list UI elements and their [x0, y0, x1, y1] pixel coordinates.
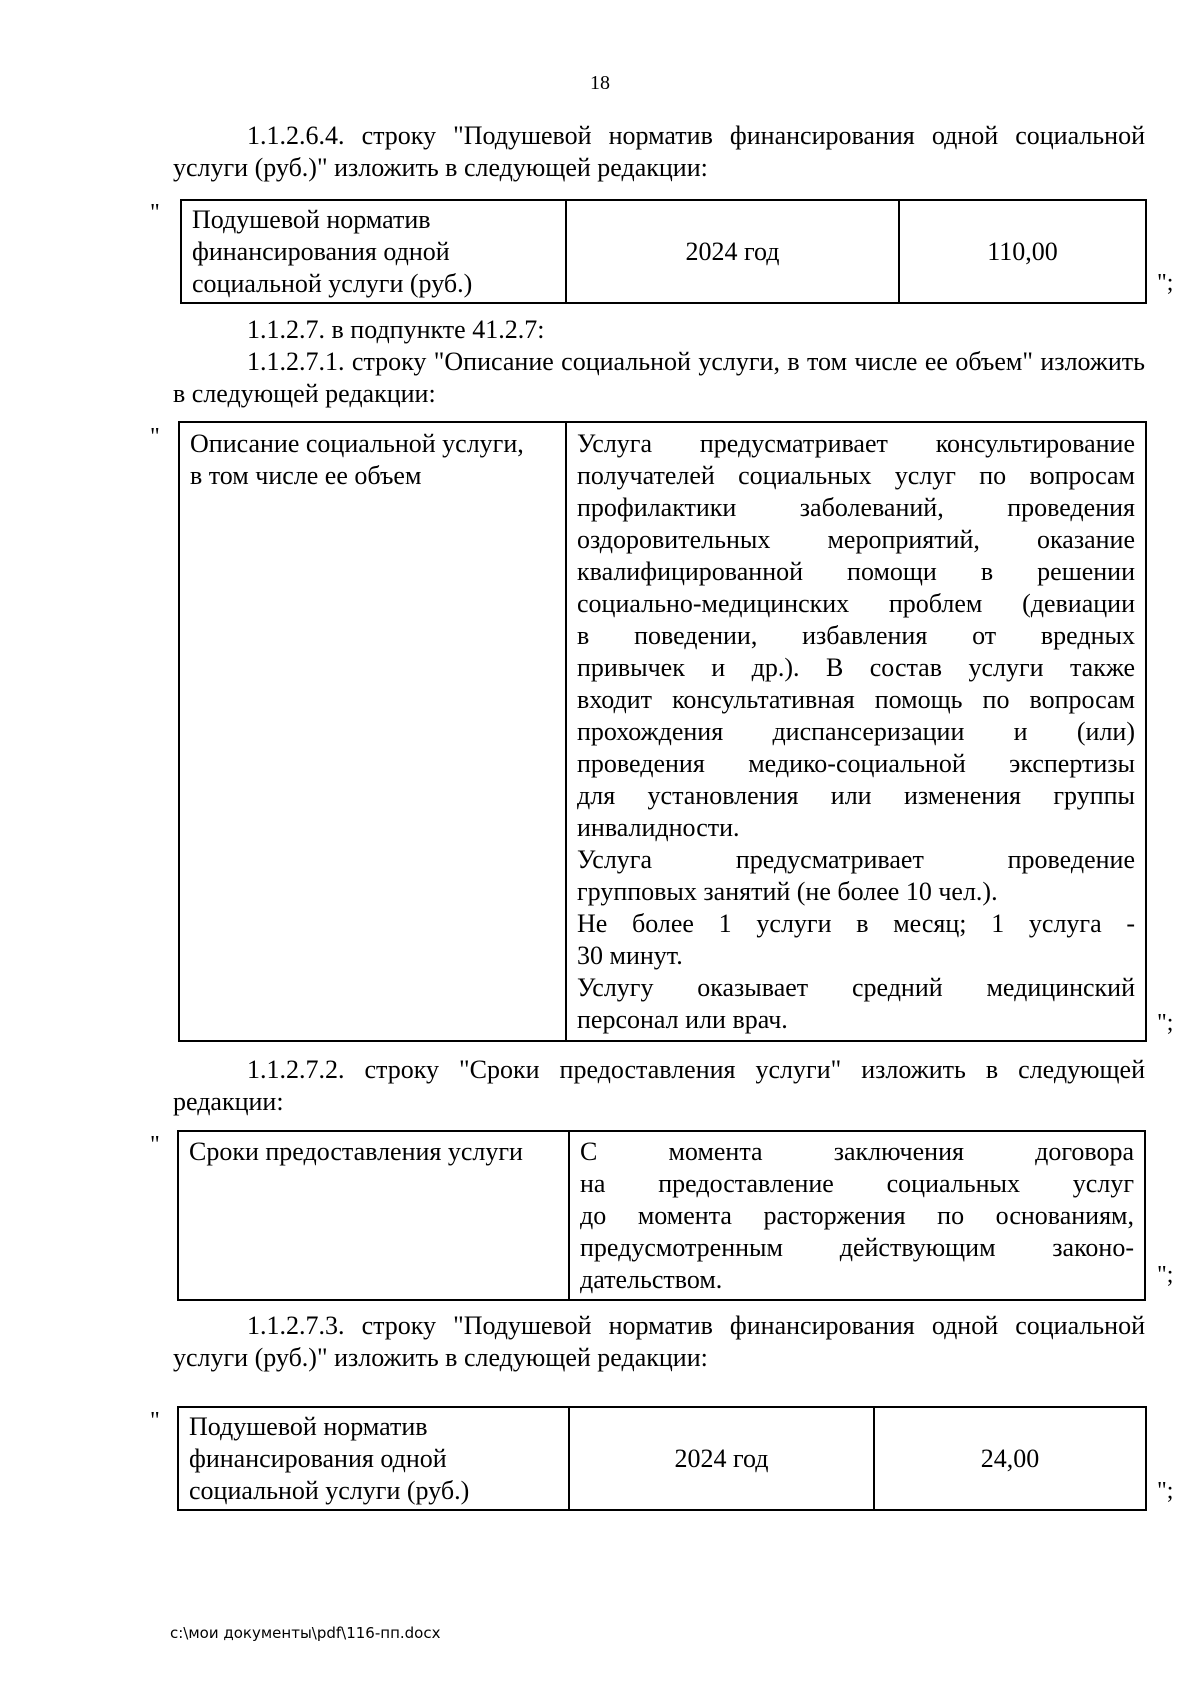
desc-line: оздоровительных мероприятий, оказание — [577, 525, 1135, 554]
desc-line: привычек и др.). В состав услуги также — [577, 653, 1135, 682]
paragraph-text: 1.1.2.7.3. строку "Подушевой норматив финансирования одной социальной услуги (руб.)" изложить в следующей редакции: — [173, 1311, 1145, 1372]
table-per-capita-2 — [177, 1406, 1147, 1511]
table-value-cell: 110,00 — [899, 200, 1146, 303]
terms-line: С момента заключения договора — [580, 1137, 1134, 1166]
terms-line: дательством. — [580, 1265, 723, 1294]
desc-line: в поведении, избавления от вредных — [577, 621, 1135, 650]
table-value-cell: 24,00 — [874, 1407, 1146, 1510]
open-quote: " — [150, 424, 160, 450]
desc-line: прохождения диспансеризации и (или) — [577, 717, 1135, 746]
open-quote: " — [150, 200, 160, 226]
footer-file-path: c:\мои документы\pdf\116-пп.docx — [170, 1624, 441, 1642]
page-number: 18 — [590, 72, 610, 94]
desc-line: Услугу оказывает средний медицинский — [577, 973, 1135, 1002]
table-label-cell — [179, 422, 566, 1041]
paragraph-1-1-2-6-4 — [173, 120, 1145, 184]
table-year-cell: 2024 год — [566, 200, 899, 303]
paragraph-text: 1.1.2.7.2. строку "Сроки предоставления услуги" изложить в следующей редакции: — [173, 1055, 1145, 1116]
desc-line: получателей социальных услуг по вопросам — [577, 461, 1135, 490]
table-service-terms — [177, 1130, 1146, 1301]
paragraph-1-1-2-7-1 — [173, 346, 1145, 410]
table-label-cell — [181, 200, 566, 303]
desc-line: Услуга предусматривает консультирование — [577, 429, 1135, 458]
table-year-cell: 2024 год — [569, 1407, 874, 1510]
terms-line: на предоставление социальных услуг — [580, 1169, 1134, 1198]
terms-line: предусмотренным действующим законо- — [580, 1233, 1134, 1262]
desc-line: проведения медико-социальной экспертизы — [577, 749, 1135, 778]
desc-line: персонал или врач. — [577, 1005, 788, 1034]
desc-line: профилактики заболеваний, проведения — [577, 493, 1135, 522]
table-label-cell: Сроки предоставления услуги — [178, 1131, 569, 1300]
label-line: Подушевой норматив — [192, 205, 431, 234]
close-quote: "; — [1157, 270, 1174, 296]
desc-line: 30 минут. — [577, 941, 683, 970]
close-quote: "; — [1157, 1010, 1174, 1036]
table-service-description — [178, 421, 1147, 1042]
label-line: Подушевой норматив — [189, 1412, 428, 1441]
label-line: в том числе ее объем — [190, 461, 422, 490]
table-per-capita-1 — [180, 199, 1147, 304]
desc-line: квалифицированной помощи в решении — [577, 557, 1135, 586]
label-line: Описание социальной услуги, — [190, 429, 524, 458]
table-terms-cell — [569, 1131, 1145, 1300]
label-line: социальной услуги (руб.) — [192, 269, 473, 298]
label-line: социальной услуги (руб.) — [189, 1476, 470, 1505]
desc-line: социально-медицинских проблем (девиации — [577, 589, 1135, 618]
terms-line: до момента расторжения по основаниям, — [580, 1201, 1134, 1230]
open-quote: " — [150, 1132, 160, 1158]
desc-line: входит консультативная помощь по вопросам — [577, 685, 1135, 714]
table-description-cell — [566, 422, 1146, 1041]
close-quote: "; — [1157, 1478, 1174, 1504]
label-line: финансирования одной — [189, 1444, 447, 1473]
paragraph-1-1-2-7: 1.1.2.7. в подпункте 41.2.7: — [247, 315, 545, 344]
desc-line: групповых занятий (не более 10 чел.). — [577, 877, 998, 906]
label-line: финансирования одной — [192, 237, 450, 266]
close-quote: "; — [1157, 1262, 1174, 1288]
desc-line: Услуга предусматривает проведение — [577, 845, 1135, 874]
paragraph-1-1-2-7-3 — [173, 1310, 1145, 1374]
paragraph-text: 1.1.2.7.1. строку "Описание социальной услуги, в том числе ее объем" изложить в следующей редакции: — [173, 347, 1145, 408]
desc-line: инвалидности. — [577, 813, 740, 842]
desc-line: для установления или изменения группы — [577, 781, 1135, 810]
paragraph-1-1-2-7-2 — [173, 1054, 1145, 1118]
open-quote: " — [150, 1408, 160, 1434]
paragraph-text: 1.1.2.6.4. строку "Подушевой норматив финансирования одной социальной услуги (руб.)" изложить в следующей редакции: — [173, 121, 1145, 182]
table-label-cell — [178, 1407, 569, 1510]
desc-line: Не более 1 услуги в месяц; 1 услуга - — [577, 909, 1135, 938]
